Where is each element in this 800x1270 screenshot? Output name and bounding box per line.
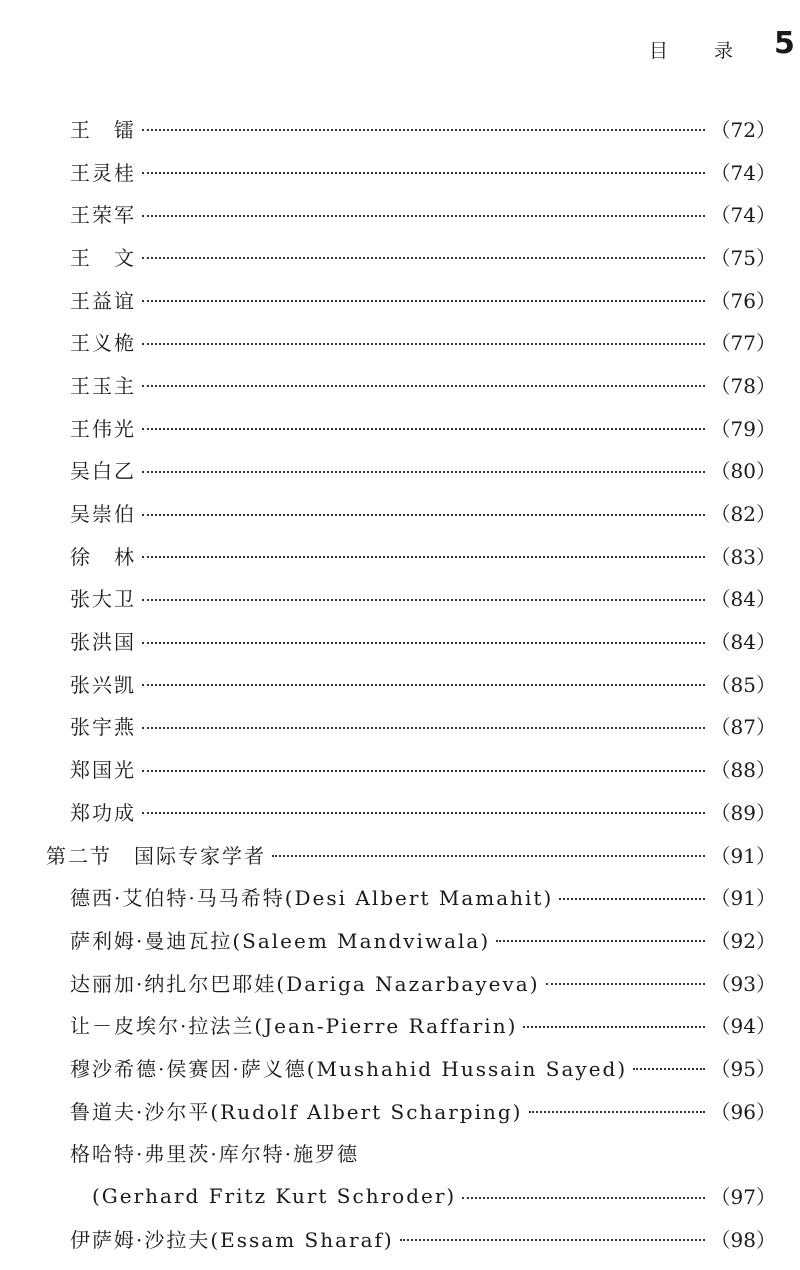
- entry-page: （74）: [710, 160, 776, 185]
- dot-leader: [142, 642, 705, 644]
- section-page: （91）: [710, 843, 776, 868]
- entry-title: 吴白乙: [70, 459, 136, 484]
- entry-page: （88）: [710, 758, 776, 783]
- entry-page: （83）: [710, 544, 776, 569]
- entry-page: （98）: [710, 1227, 776, 1252]
- entry-title: 萨利姆·曼迪瓦拉(Saleem Mandviwala): [70, 928, 491, 953]
- dot-leader: [142, 129, 705, 131]
- entry-page: （92）: [710, 928, 776, 953]
- running-header: [0, 26, 800, 66]
- entry-title: 王伟光: [70, 416, 136, 441]
- entry-page: （85）: [710, 672, 776, 697]
- toc-entry[interactable]: [0, 150, 800, 193]
- entry-page: （97）: [710, 1185, 776, 1210]
- dot-leader: [142, 385, 705, 387]
- dot-leader: [142, 770, 705, 772]
- toc-entry[interactable]: [0, 107, 800, 150]
- toc-entry-intl[interactable]: [0, 1046, 800, 1089]
- dot-leader: [142, 300, 705, 302]
- dot-leader: [142, 257, 705, 259]
- toc-entry[interactable]: [0, 534, 800, 577]
- toc-entry[interactable]: [0, 278, 800, 321]
- entry-page: （96）: [710, 1099, 776, 1124]
- toc-entry-intl[interactable]: [0, 1217, 800, 1260]
- entry-page: （91）: [710, 886, 776, 911]
- toc-section-heading[interactable]: [0, 833, 800, 876]
- entry-title: 格哈特·弗里茨·库尔特·施罗德: [70, 1142, 360, 1167]
- entry-title: 鲁道夫·沙尔平(Rudolf Albert Scharping): [70, 1099, 523, 1124]
- toc-entry[interactable]: [0, 577, 800, 620]
- entry-title: 徐 林: [70, 544, 136, 569]
- entry-title: 吴崇伯: [70, 502, 136, 527]
- dot-leader: [529, 1111, 705, 1113]
- entry-title: 张大卫: [70, 587, 136, 612]
- entry-page: （79）: [710, 416, 776, 441]
- dot-leader: [142, 599, 705, 601]
- dot-leader: [462, 1197, 704, 1199]
- entry-title: 达丽加·纳扎尔巴耶娃(Dariga Nazarbayeva): [70, 971, 540, 996]
- entry-page: （77）: [710, 331, 776, 356]
- entry-title: (Gerhard Fritz Kurt Schroder): [92, 1183, 457, 1208]
- dot-leader: [142, 172, 705, 174]
- dot-leader: [496, 940, 704, 942]
- toc-entry[interactable]: [0, 662, 800, 705]
- entry-page: （80）: [710, 459, 776, 484]
- dot-leader: [142, 812, 705, 814]
- entry-title: 郑功成: [70, 800, 136, 825]
- dot-leader: [400, 1239, 705, 1241]
- entry-title: 王 镭: [70, 117, 136, 142]
- toc-entry[interactable]: [0, 235, 800, 278]
- entry-page: （84）: [710, 587, 776, 612]
- dot-leader: [523, 1026, 704, 1028]
- dot-leader: [142, 215, 705, 217]
- dot-leader: [142, 343, 705, 345]
- entry-page: （93）: [710, 971, 776, 996]
- entry-page: （87）: [710, 715, 776, 740]
- dot-leader: [559, 898, 704, 900]
- dot-leader: [142, 514, 705, 516]
- entry-title: 德西·艾伯特·马马希特(Desi Albert Mamahit): [70, 886, 554, 911]
- dot-leader: [142, 471, 705, 473]
- entry-title: 王荣军: [70, 203, 136, 228]
- toc-entry[interactable]: [0, 619, 800, 662]
- toc-entry[interactable]: [0, 320, 800, 363]
- entry-title: 张洪国: [70, 630, 136, 655]
- entry-title: 王玉主: [70, 373, 136, 398]
- entry-title: 张兴凯: [70, 672, 136, 697]
- toc-entry-intl[interactable]: [0, 918, 800, 961]
- entry-title: 王义桅: [70, 331, 136, 356]
- toc-entry-intl[interactable]: [0, 1003, 800, 1046]
- entry-title: 让－皮埃尔·拉法兰(Jean-Pierre Raffarin): [70, 1014, 518, 1039]
- table-of-contents: [0, 107, 800, 1260]
- toc-entry-intl[interactable]: [0, 961, 800, 1004]
- entry-title: 郑国光: [70, 758, 136, 783]
- dot-leader: [142, 727, 705, 729]
- toc-entry-intl[interactable]: [0, 1089, 800, 1132]
- toc-entry[interactable]: [0, 705, 800, 748]
- entry-page: （84）: [710, 630, 776, 655]
- entry-page: （74）: [710, 203, 776, 228]
- entry-page: （82）: [710, 502, 776, 527]
- entry-page: （76）: [710, 288, 776, 313]
- entry-page: （78）: [710, 373, 776, 398]
- entry-title: 王 文: [70, 245, 136, 270]
- toc-entry[interactable]: [0, 192, 800, 235]
- dot-leader: [142, 556, 705, 558]
- toc-entry-intl-wrapped[interactable]: [0, 1132, 800, 1175]
- entry-title: 伊萨姆·沙拉夫(Essam Sharaf): [70, 1227, 394, 1252]
- toc-entry[interactable]: [0, 491, 800, 534]
- entry-page: （89）: [710, 800, 776, 825]
- section-title: 第二节 国际专家学者: [46, 843, 266, 868]
- entry-title: 穆沙希德·侯赛因·萨义德(Mushahid Hussain Sayed): [70, 1056, 628, 1081]
- entry-title: 王灵桂: [70, 160, 136, 185]
- dot-leader: [546, 983, 705, 985]
- toc-entry[interactable]: [0, 363, 800, 406]
- toc-entry-intl[interactable]: [0, 875, 800, 918]
- toc-entry[interactable]: [0, 406, 800, 449]
- entry-page: （75）: [710, 245, 776, 270]
- dot-leader: [142, 684, 705, 686]
- entry-page: （94）: [710, 1014, 776, 1039]
- entry-page: （95）: [710, 1056, 776, 1081]
- dot-leader: [142, 428, 705, 430]
- entry-title: 王益谊: [70, 288, 136, 313]
- entry-title: 张宇燕: [70, 715, 136, 740]
- header-label-lu: 录: [714, 40, 734, 62]
- toc-entry[interactable]: [0, 449, 800, 492]
- dot-leader: [272, 855, 705, 857]
- dot-leader: [633, 1068, 704, 1070]
- toc-entry[interactable]: [0, 790, 800, 833]
- header-label-mu: 目: [649, 40, 669, 62]
- toc-entry-continuation[interactable]: [0, 1174, 800, 1217]
- page-number: 5: [774, 26, 795, 61]
- entry-page: （72）: [710, 117, 776, 142]
- toc-entry[interactable]: [0, 747, 800, 790]
